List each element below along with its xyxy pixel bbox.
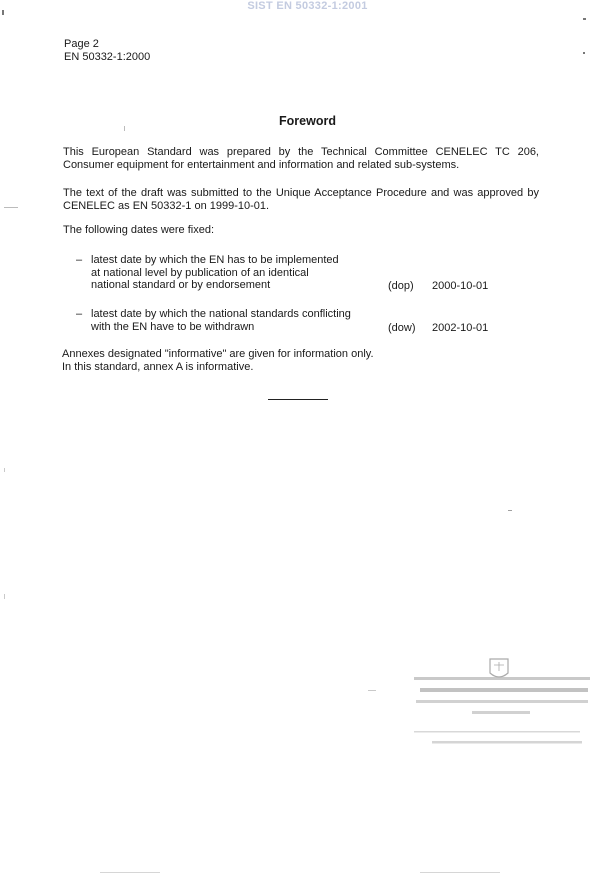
scan-speck [583, 18, 586, 20]
date-value: 2000-10-01 [432, 280, 489, 292]
page-header [64, 38, 150, 64]
date-item-line: at national level by publication of an identical [91, 266, 309, 279]
list-dash: – [76, 254, 83, 266]
page-title: Foreword [279, 114, 336, 128]
date-item-line: latest date by which the EN has to be implemented [91, 254, 339, 266]
date-item-line: latest date by which the national standards conflicting [91, 308, 351, 320]
list-dash: – [76, 308, 83, 320]
date-abbreviation: (dop) [388, 280, 414, 292]
annex-note-line: In this standard, annex A is informative. [62, 360, 254, 373]
official-stamp-icon [412, 655, 592, 755]
scan-speck [124, 126, 125, 131]
foreword-paragraph-1: This European Standard was prepared by the Technical Committee CENELEC TC 206, Consumer equipment for entertainment and information and related sub-systems. [63, 146, 539, 171]
page-label: Page 2 [64, 38, 99, 50]
scan-speck [368, 690, 376, 691]
date-item-text [91, 308, 351, 333]
scan-speck [583, 52, 585, 54]
scan-speck [4, 207, 18, 208]
scan-speck [100, 872, 160, 873]
date-item-line: national standard or by endorsement [91, 279, 271, 291]
watermark: SIST EN 50332-1:2001 [247, 0, 368, 12]
scan-speck [420, 872, 500, 873]
date-item-line: with the EN have to be withdrawn [91, 320, 255, 333]
foreword-paragraph-3: The following dates were fixed: [63, 224, 215, 236]
date-value: 2002-10-01 [432, 322, 489, 334]
date-abbreviation: (dow) [388, 322, 416, 334]
annex-note-line: Annexes designated "informative" are given for information only. [62, 348, 374, 360]
scan-speck [4, 468, 5, 472]
scan-speck [2, 10, 4, 15]
scan-speck [508, 510, 512, 511]
foreword-paragraph-2: The text of the draft was submitted to the Unique Acceptance Procedure and was approved by CENELEC as EN 50332-1 on 1999-10-01. [63, 187, 539, 212]
end-rule [268, 399, 328, 400]
scan-speck [4, 594, 5, 599]
document-id: EN 50332-1:2000 [64, 51, 151, 63]
date-item-text [91, 254, 351, 292]
annex-notes [62, 348, 374, 373]
